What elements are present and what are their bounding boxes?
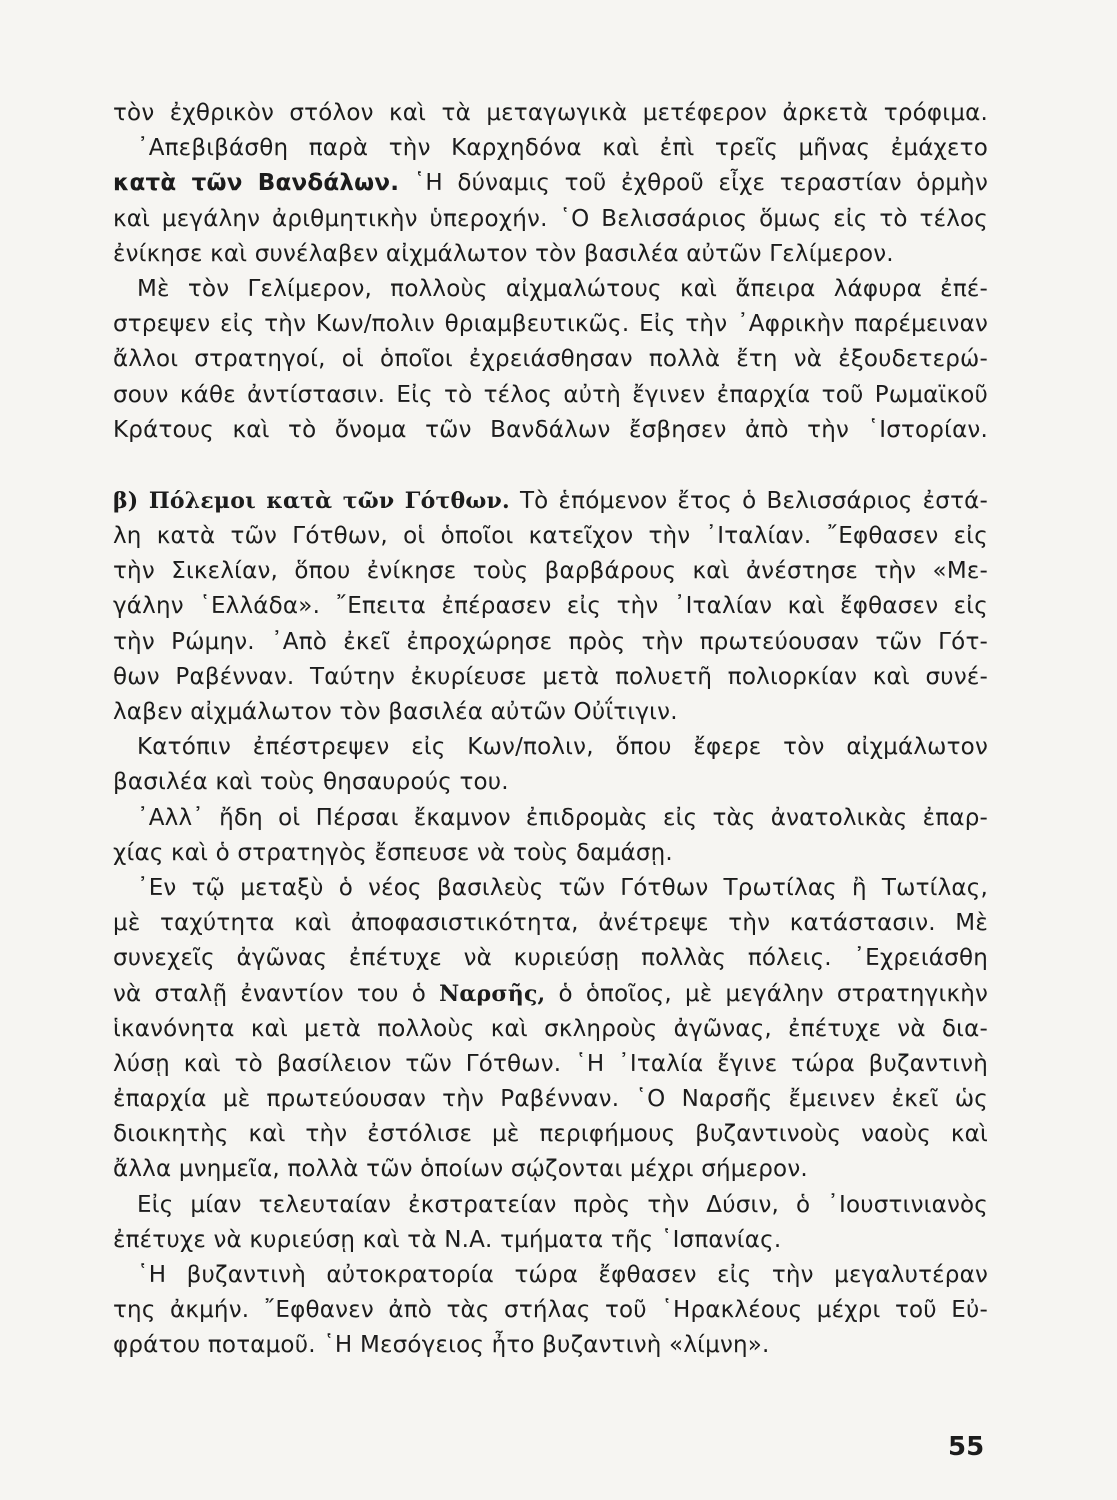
text-line: [113, 484, 988, 519]
text-span: Τὸ ἑπόμενον ἔτος ὁ Βελισσάριος ἐστά-: [519, 487, 988, 514]
text-line: συνεχεῖς ἀγῶνας ἐπέτυχε νὰ κυριεύσῃ πολλὰς πόλεις. ᾿Εχρειάσθη: [113, 945, 988, 972]
text-line: Μὲ τὸν Γελίμερον, πολλοὺς αἰχμαλώτους καὶ ἄπειρα λάφυρα ἐπέ-: [137, 275, 988, 302]
text-line: καὶ μεγάλην ἀριθμητικὴν ὑπεροχήν. ῾Ο Βελισσάριος ὅμως εἰς τὸ τέλος: [113, 205, 988, 232]
text-line: ἄλλοι στρατηγοί, οἱ ὁποῖοι ἐχρειάσθησαν πολλὰ ἔτη νὰ ἐξουδετερώ-: [113, 346, 988, 373]
text-line: τὴν Σικελίαν, ὅπου ἐνίκησε τοὺς βαρβάρους καὶ ἀνέστησε τὴν «Με-: [113, 558, 988, 585]
text-line: ἄλλα μνημεῖα, πολλὰ τῶν ὁποίων σῴζονται μέχρι σήμερον.: [113, 1156, 808, 1183]
text-line: ᾿Απεβιβάσθη παρὰ τὴν Καρχηδόνα καὶ ἐπὶ τρεῖς μῆνας ἐμάχετο: [137, 135, 988, 162]
text-line: ᾿Αλλ᾿ ἤδη οἱ Πέρσαι ἔκαμνον ἐπιδρομὰς εἰς τὰς ἀνατολικὰς ἐπαρ-: [137, 804, 988, 831]
bold-phrase: κατὰ τῶν Βανδάλων.: [113, 170, 400, 197]
text-line: ῾Η βυζαντινὴ αὐτοκρατορία τώρα ἔφθασεν εἰς τὴν μεγαλυτέραν: [137, 1262, 988, 1288]
paragraph: [113, 1188, 988, 1258]
text-line: γάλην ῾Ελλάδα». ῎Επειτα ἐπέρασεν εἰς τὴν ᾿Ιταλίαν καὶ ἔφθασεν εἰς: [113, 593, 988, 620]
text-line: ἐνίκησε καὶ συνέλαβεν αἰχμάλωτον τὸν βασιλέα αὐτῶν Γελίμερον.: [113, 240, 894, 267]
text-line: ἐπαρχία μὲ πρωτεύουσαν τὴν Ραβένναν. ῾Ο Ναρσῆς ἔμεινεν ἐκεῖ ὡς: [113, 1086, 988, 1113]
text-line: μὲ ταχύτητα καὶ ἀποφασιστικότητα, ἀνέτρεψε τὴν κατάστασιν. Μὲ: [113, 910, 988, 937]
paragraph: [113, 131, 988, 272]
section-heading: β) Πόλεμοι κατὰ τῶν Γότθων.: [113, 487, 510, 514]
text-line: στρεψεν εἰς τὴν Κων/πολιν θριαμβευτικῶς. Εἰς τὴν ᾿Αφρικὴν παρέμειναν: [113, 311, 988, 338]
paragraph: [113, 871, 988, 1188]
text-line: [113, 166, 988, 201]
paragraph: [113, 801, 988, 871]
paragraph: [113, 730, 988, 800]
text-line: τὴν Ρώμην. ᾿Απὸ ἐκεῖ ἐπροχώρησε πρὸς τὴν πρωτεύουσαν τῶν Γότ-: [113, 628, 988, 655]
text-line: Κράτους καὶ τὸ ὄνομα τῶν Βανδάλων ἔσβησεν ἀπὸ τὴν ῾Ιστορίαν.: [113, 416, 988, 443]
paragraph: [113, 1258, 988, 1364]
bold-name: Ναρσῆς,: [439, 980, 546, 1007]
text-line: σουν κάθε ἀντίστασιν. Εἰς τὸ τέλος αὐτὴ ἔγινεν ἐπαρχία τοῦ Ρωμαϊκοῦ: [113, 381, 988, 408]
text-line: ἱκανόνητα καὶ μετὰ πολλοὺς καὶ σκληροὺς ἀγῶνας, ἐπέτυχε νὰ δια-: [113, 1015, 988, 1042]
text-line: ᾿Εν τῷ μεταξὺ ὁ νέος βασιλεὺς τῶν Γότθων Τρωτίλας ἢ Τωτίλας,: [137, 874, 988, 901]
text-line: θων Ραβένναν. Ταύτην ἐκυρίευσε μετὰ πολυετῆ πολιορκίαν καὶ συνέ-: [113, 663, 988, 690]
text-span: ὁ ὁποῖος, μὲ μεγάλην στρατηγικὴν: [558, 980, 989, 1007]
text-line: της ἀκμήν. ῎Εφθανεν ἀπὸ τὰς στήλας τοῦ ῾Ηρακλέους μέχρι τοῦ Εὐ-: [113, 1297, 988, 1324]
text-span: ῾Η δύναμις τοῦ ἐχθροῦ εἶχε τεραστίαν ὁρμὴν: [413, 170, 989, 197]
text-line: λη κατὰ τῶν Γότθων, οἱ ὁποῖοι κατεῖχον τὴν ᾿Ιταλίαν. ῎Εφθασεν εἰς: [113, 523, 988, 550]
text-line: [113, 977, 988, 1012]
text-line: φράτου ποταμοῦ. ῾Η Μεσόγειος ἦτο βυζαντινὴ «λίμνη».: [113, 1332, 770, 1359]
text-span: νὰ σταλῇ ἐναντίον του ὁ: [113, 980, 426, 1007]
text-line: βασιλέα καὶ τοὺς θησαυρούς του.: [113, 769, 509, 796]
text-line: λύσῃ καὶ τὸ βασίλειον τῶν Γότθων. ῾Η ᾿Ιταλία ἔγινε τώρα βυζαντινὴ: [113, 1050, 988, 1077]
text-line: Κατόπιν ἐπέστρεψεν εἰς Κων/πολιν, ὅπου ἔφερε τὸν αἰχμάλωτον: [137, 734, 988, 761]
text-line: τὸν ἐχθρικὸν στόλον καὶ τὰ μεταγωγικὰ μετέφερον ἀρκετὰ τρόφιμα.: [113, 100, 988, 126]
text-line: διοικητὴς καὶ τὴν ἐστόλισε μὲ περιφήμους βυζαντινοὺς ναοὺς καὶ: [113, 1121, 988, 1148]
page-number: 55: [948, 1432, 985, 1462]
paragraph: [113, 272, 988, 448]
section-b: [113, 484, 988, 730]
text-line: ἐπέτυχε νὰ κυριεύσῃ καὶ τὰ Ν.Α. τμήματα τῆς ῾Ισπανίας.: [113, 1226, 782, 1253]
paragraph: [113, 96, 988, 131]
body-text: [113, 96, 988, 1364]
text-line: Εἰς μίαν τελευταίαν ἐκστρατείαν πρὸς τὴν Δύσιν, ὁ ᾿Ιουστινιανὸς: [137, 1191, 988, 1218]
section-gap: [113, 448, 988, 484]
text-line: λαβεν αἰχμάλωτον τὸν βασιλέα αὐτῶν Οὐΐτιγιν.: [113, 699, 678, 725]
text-line: χίας καὶ ὁ στρατηγὸς ἔσπευσε νὰ τοὺς δαμάσῃ.: [113, 839, 673, 866]
